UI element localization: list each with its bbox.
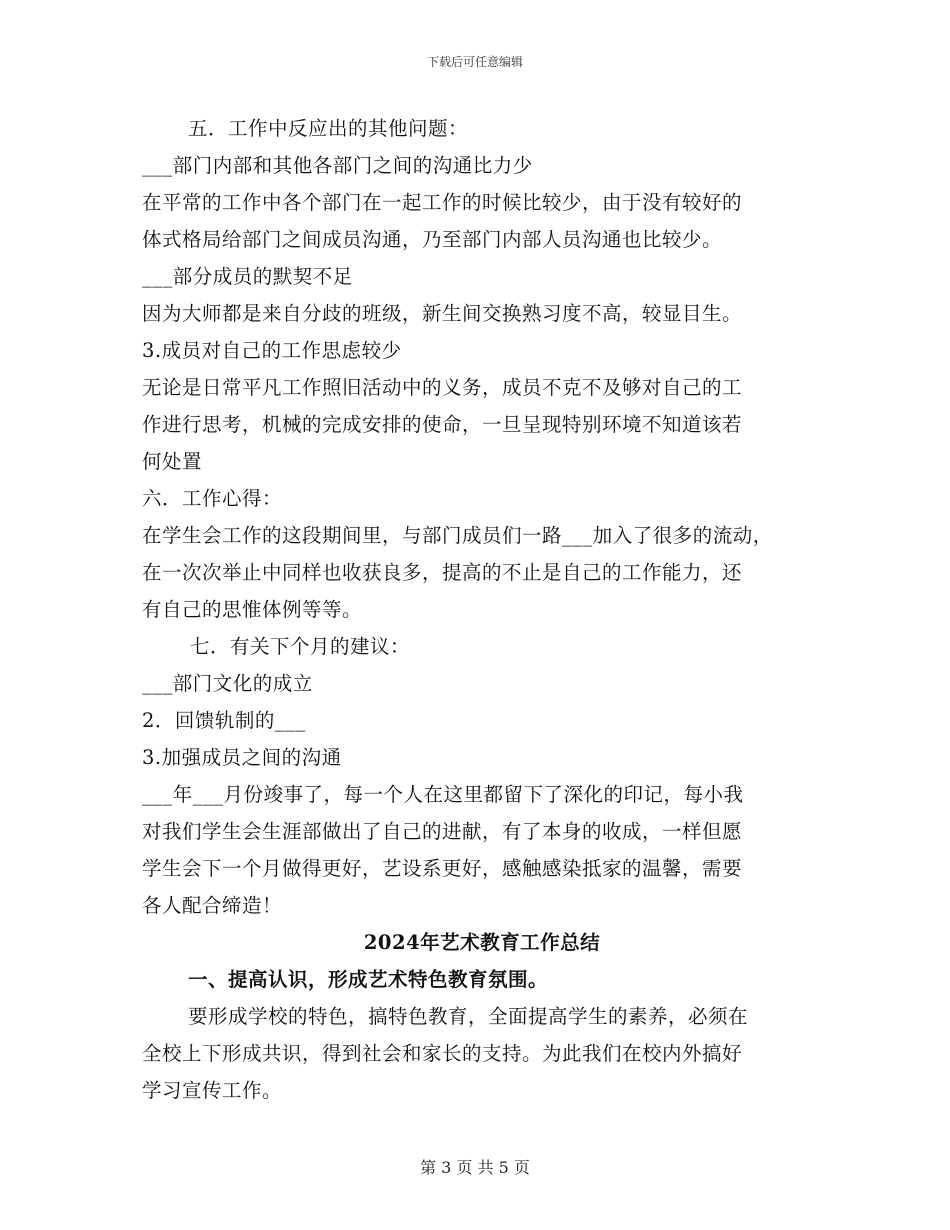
paragraph-line: 3.成员对自己的工作思虑较少 <box>142 339 402 362</box>
paragraph-line: 何处置 <box>142 450 203 473</box>
paragraph-line: 学习宣传工作。 <box>142 1079 283 1102</box>
paragraph-line: 要形成学校的特色，搞特色教育，全面提高学生的素养，必须在 <box>188 1005 749 1028</box>
paragraph-line: 有自己的思惟体例等等。 <box>142 598 363 621</box>
paragraph-line: 在一次次举止中同样也收获良多，提高的不止是自己的工作能力，还 <box>142 561 743 584</box>
paragraph-line: 3.加强成员之间的沟通 <box>142 746 342 769</box>
paragraph-line: 学生会下一个月做得更好，艺设系更好，感触感染抵家的温馨，需要 <box>142 857 743 880</box>
paragraph-line: 体式格局给部门之间成员沟通，乃至部门内部人员沟通也比较少。 <box>142 228 723 251</box>
paragraph-line: 在平常的工作中各个部门在一起工作的时候比较少，由于没有较好的 <box>142 191 743 214</box>
document-body <box>142 110 822 1109</box>
paragraph-line: 全校上下形成共识，得到社会和家长的支持。为此我们在校内外搞好 <box>142 1042 743 1065</box>
paragraph-line: 在学生会工作的这段期间里，与部门成员们一路___加入了很多的流动， <box>142 524 773 547</box>
section-five-heading: 五．工作中反应出的其他问题： <box>188 117 469 140</box>
section-six-heading: 六．工作心得： <box>142 487 283 510</box>
paragraph-line: ___部门内部和其他各部门之间的沟通比力少 <box>142 154 533 177</box>
paragraph-line: 因为大师都是来自分歧的班级，新生间交换熟习度不高，较显目生。 <box>142 302 743 325</box>
document-title: 2024年艺术教育工作总结 <box>363 931 601 954</box>
page-footer: 第 3 页 共 5 页 <box>420 1158 530 1177</box>
paragraph-line: ___年___月份竣事了，每一个人在这里都留下了深化的印记，每小我 <box>142 783 744 806</box>
paragraph-line: ___部分成员的默契不足 <box>142 265 353 288</box>
paragraph-line: ___部门文化的成立 <box>142 672 313 695</box>
paragraph-line: 作进行思考，机械的完成安排的使命，一旦呈现特别环境不知道该若 <box>142 413 743 436</box>
paragraph-line: 无论是日常平凡工作照旧活动中的义务，成员不克不及够对自己的工 <box>142 376 743 399</box>
paragraph-line: 各人配合缔造！ <box>142 894 283 917</box>
section-heading: 一、提高认识，形成艺术特色教育氛围。 <box>188 968 549 991</box>
paragraph-line: 对我们学生会生涯部做出了自己的进献，有了本身的收成，一样但愿 <box>142 820 743 843</box>
paragraph-line: 2．回馈轨制的___ <box>142 709 306 732</box>
section-seven-heading: 七．有关下个月的建议： <box>190 635 411 658</box>
page-header: 下载后可任意编辑 <box>426 55 523 69</box>
